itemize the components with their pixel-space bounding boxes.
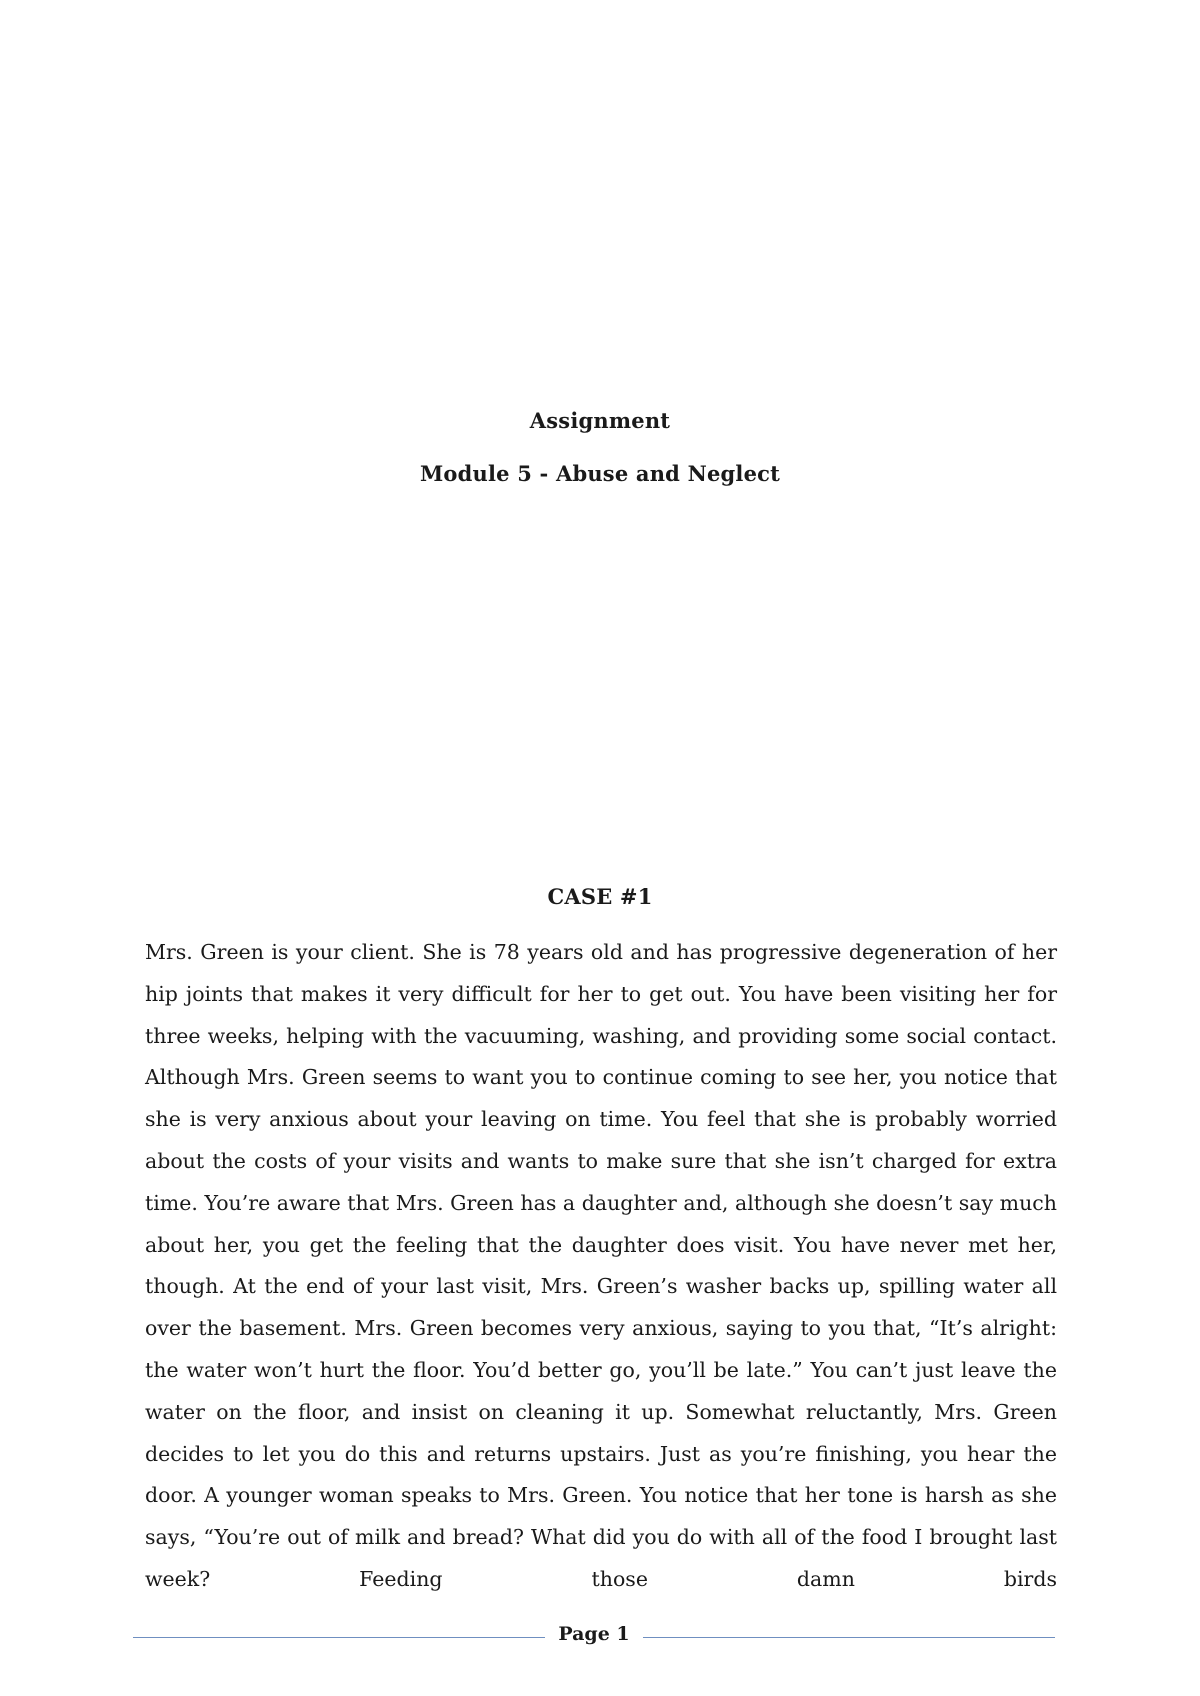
case-heading: CASE #1 [547,884,653,909]
page-number: Page 1 [558,1623,630,1645]
case-paragraph: Mrs. Green is your client. She is 78 years old and has progressive degeneration of her hip joints that makes it very difficult for her to get out. You have been visiting her for three weeks, helping with the vacuuming, washing, and providing some social contact. Although Mrs. Green seems to want you to continue coming to see her, you notice that she is very anxious about your leaving on time. You feel that she is probably worried about the costs of your visits and wants to make sure that she isn’t charged for extra time. You’re aware that Mrs. Green has a daughter and, although she doesn’t say much about her, you get the feeling that the daughter does visit. You have never met her, though. At the end of your last visit, Mrs. Green’s washer backs up, spilling water all over the basement. Mrs. Green becomes very anxious, saying to you that, “It’s alright: the water won’t hurt the floor. You’d better go, you’ll be late.” You can’t just leave the water on the floor, and insist on cleaning it up. Somewhat reluctantly, Mrs. Green decides to let you do this and returns upstairs. Just as you’re finishing, you hear the door. A younger woman speaks to Mrs. Green. You notice that her tone is harsh as she says, “You’re out of milk and bread? What did you do with all of the food I brought last week? Feeding those damn birds [145,940,1057,1591]
document-subtitle: Module 5 - Abuse and Neglect [419,461,781,486]
document-title: Assignment [529,408,671,433]
footer-rule-right [643,1637,1055,1638]
page-footer [133,1622,1055,1652]
